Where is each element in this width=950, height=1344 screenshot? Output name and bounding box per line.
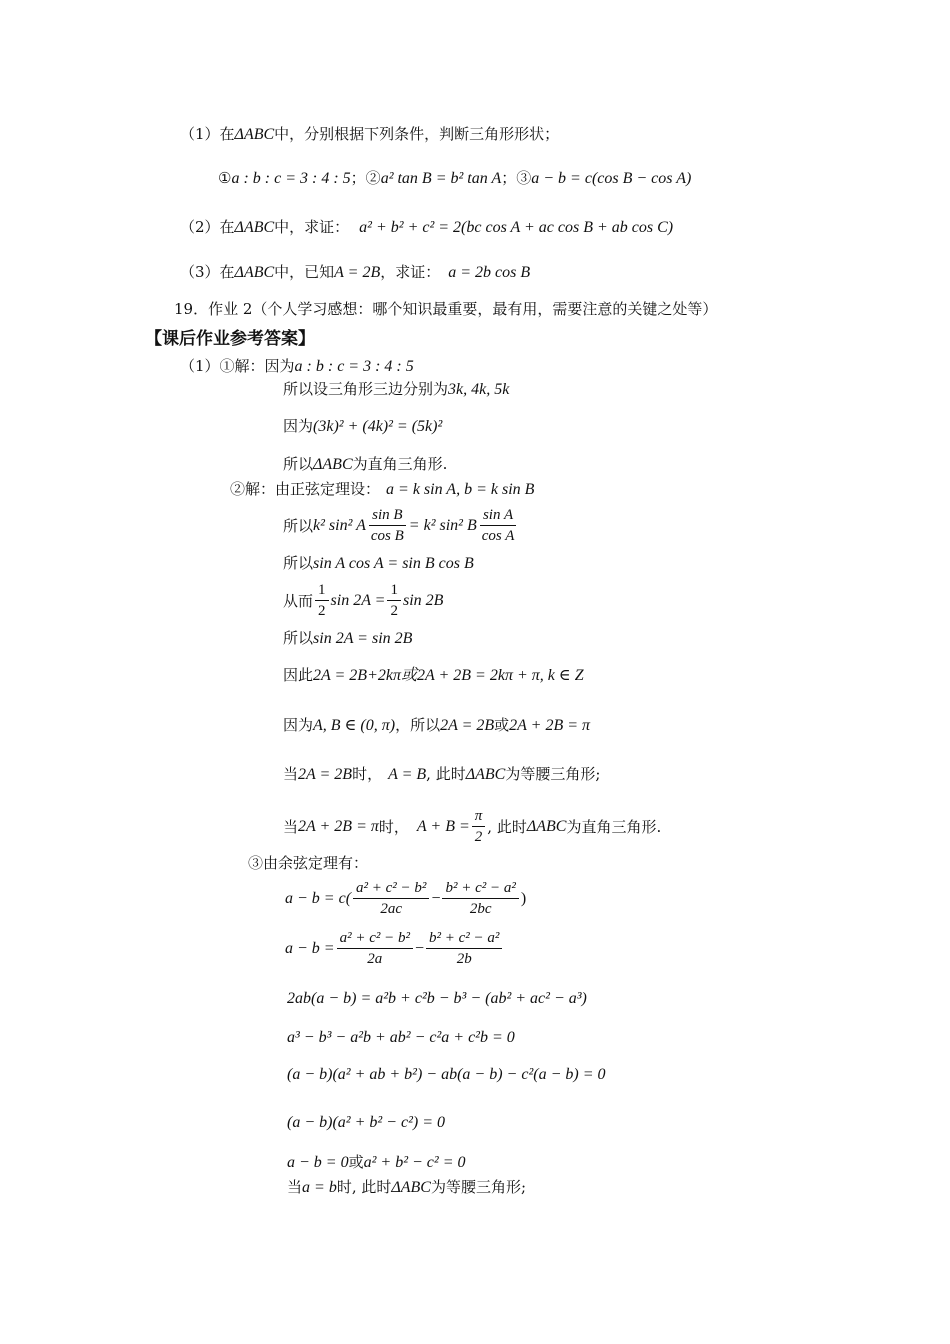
solution-2-label: ②解：由正弦定理设： (230, 480, 381, 498)
solution-text: 或 (348, 1153, 364, 1171)
solution-2-line-1 (230, 478, 534, 501)
solution-text: 为等腰三角形; (430, 1178, 527, 1196)
fraction-numerator: 1 (315, 580, 329, 601)
solution-text: 因为 (283, 716, 314, 734)
homework-2-line: 19．作业 2（个人学习感想：哪个知识最重要，最有用，需要注意的关键之处等） (174, 300, 718, 318)
problem-3-text: ，求证： (380, 263, 441, 281)
fraction (426, 928, 502, 969)
fraction-denominator: 2a (367, 951, 383, 967)
solution-3-eq-6: (a − b)(a² + b² − c²) = 0 (287, 1114, 445, 1131)
problem-3-intro: （3）在 (180, 263, 235, 281)
solution-2-line-2 (283, 505, 519, 546)
math-expression: A + B = (416, 817, 470, 835)
solution-text: , 此时 (426, 765, 466, 783)
solution-1-sides: 3k, 4k, 5k (448, 381, 510, 398)
problem-2-intro: （2）在 (180, 218, 235, 236)
solution-3-eq-2 (285, 928, 504, 969)
triangle-label: ΔABC (313, 456, 353, 473)
solution-2-line-3 (283, 552, 474, 575)
fraction-denominator: 2ac (380, 901, 403, 917)
fraction-numerator: b² + c² − a² (426, 928, 502, 949)
fraction-numerator: 1 (387, 580, 401, 601)
math-expression: a − b = c( (285, 889, 352, 907)
solution-text: 当 (287, 1178, 303, 1196)
triangle-label: ΔABC (234, 264, 275, 281)
solution-1-pythagoras: (3k)² + (4k)² = (5k)² (313, 418, 443, 435)
minus-sign: − (415, 939, 425, 957)
solution-text: 所以 (283, 554, 314, 572)
solution-3-eq-7 (287, 1151, 466, 1174)
math-expression: 2A = 2B+2kπ或2A + 2B = 2kπ + π, k ∈ Z (313, 667, 584, 684)
fraction (442, 878, 518, 919)
math-expression: sin 2A = (330, 591, 386, 609)
problem-1-text: 中，分别根据下列条件，判断三角形形状； (274, 125, 560, 143)
triangle-label: ΔABC (234, 126, 275, 143)
fraction-denominator: 2 (318, 603, 326, 619)
solution-text: ，所以 (395, 716, 441, 734)
solution-3-eq-1 (285, 878, 526, 919)
solution-text: 当 (283, 817, 299, 836)
math-expression: k² sin² A (313, 516, 366, 534)
solution-text: 时, 此时 (336, 1178, 392, 1196)
math-expression: a = b (302, 1179, 337, 1196)
problem-3-given: A = 2B (334, 264, 381, 281)
triangle-label: ΔABC (391, 1179, 431, 1196)
solution-text: 从而 (283, 591, 314, 610)
solution-1-label: （1）①解：因为 (180, 357, 295, 375)
solution-2-line-5 (283, 627, 412, 650)
solution-text: 为直角三角形. (566, 817, 662, 836)
math-expression: a² + b² − c² = 0 (363, 1154, 466, 1171)
solution-2-line-4 (283, 580, 443, 621)
fraction-numerator: b² + c² − a² (442, 878, 518, 899)
fraction-half (387, 580, 401, 621)
solution-text: , 此时 (487, 817, 527, 836)
solution-1-line-4 (283, 453, 447, 476)
solution-text: 所以设三角形三边分别为 (283, 380, 449, 398)
fraction-numerator: sin A (480, 505, 516, 526)
fraction (368, 505, 407, 546)
condition-2: a² tan B = b² tan A (380, 170, 502, 187)
solution-text: 时， (378, 817, 409, 836)
math-expression: sin 2A = sin 2B (313, 630, 413, 647)
triangle-label: ΔABC (465, 766, 506, 783)
answers-heading: 【课后作业参考答案】 (145, 329, 315, 349)
fraction (479, 505, 518, 546)
circle-1-mark: ① (218, 169, 232, 187)
solution-3-label: ③由余弦定理有： (248, 854, 369, 872)
problem-2-equation: a² + b² + c² = 2(bc cos A + ac cos B + ab cos C) (359, 219, 674, 236)
problem-1-conditions (218, 167, 691, 190)
solution-3-eq-4: a³ − b³ − a²b + ab² − c²a + c²b = 0 (287, 1029, 515, 1046)
solution-3-line-8 (287, 1176, 526, 1199)
separator: ；③ (501, 169, 532, 187)
solution-2-line-6 (283, 664, 584, 687)
fraction (337, 928, 413, 969)
solution-1-line-2 (283, 378, 509, 401)
math-expression: = k² sin² B (408, 516, 477, 534)
solution-text: 或 (494, 716, 510, 734)
fraction (353, 878, 429, 919)
fraction-pi-half (472, 806, 486, 847)
solution-1-line-3 (283, 415, 442, 438)
math-expression: a − b = 0 (287, 1154, 349, 1171)
math-expression: ) (520, 889, 527, 907)
solution-text: 因此 (283, 666, 314, 684)
solution-2-line-7 (283, 714, 590, 737)
problem-1-intro: （1）在 (180, 125, 235, 143)
solution-text: 所以 (283, 516, 314, 535)
condition-1: a : b : c = 3 : 4 : 5 (231, 170, 351, 187)
problem-1-line (180, 123, 559, 146)
problem-2-line (180, 216, 673, 239)
condition-3: a − b = c(cos B − cos A) (531, 170, 692, 187)
fraction-denominator: 2 (390, 603, 398, 619)
solution-text: 为直角三角形. (352, 455, 448, 473)
solution-3-eq-3: 2ab(a − b) = a²b + c²b − b³ − (ab² + ac² − a³) (287, 990, 587, 1007)
solution-2-line-8 (283, 763, 600, 786)
solution-1-line-1 (180, 355, 414, 378)
separator: ；② (350, 169, 381, 187)
math-expression: 2A + 2B = π (298, 817, 379, 835)
fraction-numerator: a² + c² − b² (353, 878, 429, 899)
solution-text: 所以 (283, 629, 314, 647)
problem-3-line (180, 261, 530, 284)
problem-3-text: 中，已知 (274, 263, 335, 281)
solution-text: 为等腰三角形; (505, 765, 601, 783)
problem-3-equation: a = 2b cos B (448, 264, 531, 281)
solution-text: 所以 (283, 455, 314, 473)
fraction-numerator: π (472, 806, 486, 827)
math-expression: 2A + 2B = π (509, 717, 591, 734)
fraction-denominator: 2b (456, 951, 472, 967)
fraction-numerator: a² + c² − b² (337, 928, 413, 949)
fraction-denominator: 2 (474, 829, 483, 845)
fraction-denominator: cos A (481, 528, 515, 544)
math-expression: 2A = 2B (440, 717, 495, 734)
fraction-denominator: cos B (370, 528, 404, 544)
math-expression: a − b = (285, 939, 335, 957)
solution-text: 时， (352, 765, 383, 783)
minus-sign: − (431, 889, 441, 907)
solution-3-eq-5: (a − b)(a² + ab + b²) − ab(a − b) − c²(a − b) = 0 (287, 1066, 606, 1083)
fraction-denominator: 2bc (469, 901, 492, 917)
solution-1-ratio: a : b : c = 3 : 4 : 5 (294, 358, 414, 375)
math-expression: sin A cos A = sin B cos B (313, 555, 474, 572)
solution-2-setup: a = k sin A, b = k sin B (386, 481, 535, 498)
fraction-numerator: sin B (369, 505, 405, 526)
math-expression: 2A = 2B (298, 766, 353, 783)
math-expression: sin 2B (402, 591, 444, 609)
math-expression: A, B ∈ (0, π) (313, 717, 396, 734)
triangle-label: ΔABC (526, 817, 567, 835)
solution-text: 因为 (283, 417, 314, 435)
fraction-half (315, 580, 329, 621)
problem-2-text: 中，求证： (274, 218, 350, 236)
solution-2-line-9 (283, 806, 661, 847)
triangle-label: ΔABC (234, 219, 275, 236)
math-expression: A = B (388, 766, 427, 783)
solution-text: 当 (283, 765, 299, 783)
